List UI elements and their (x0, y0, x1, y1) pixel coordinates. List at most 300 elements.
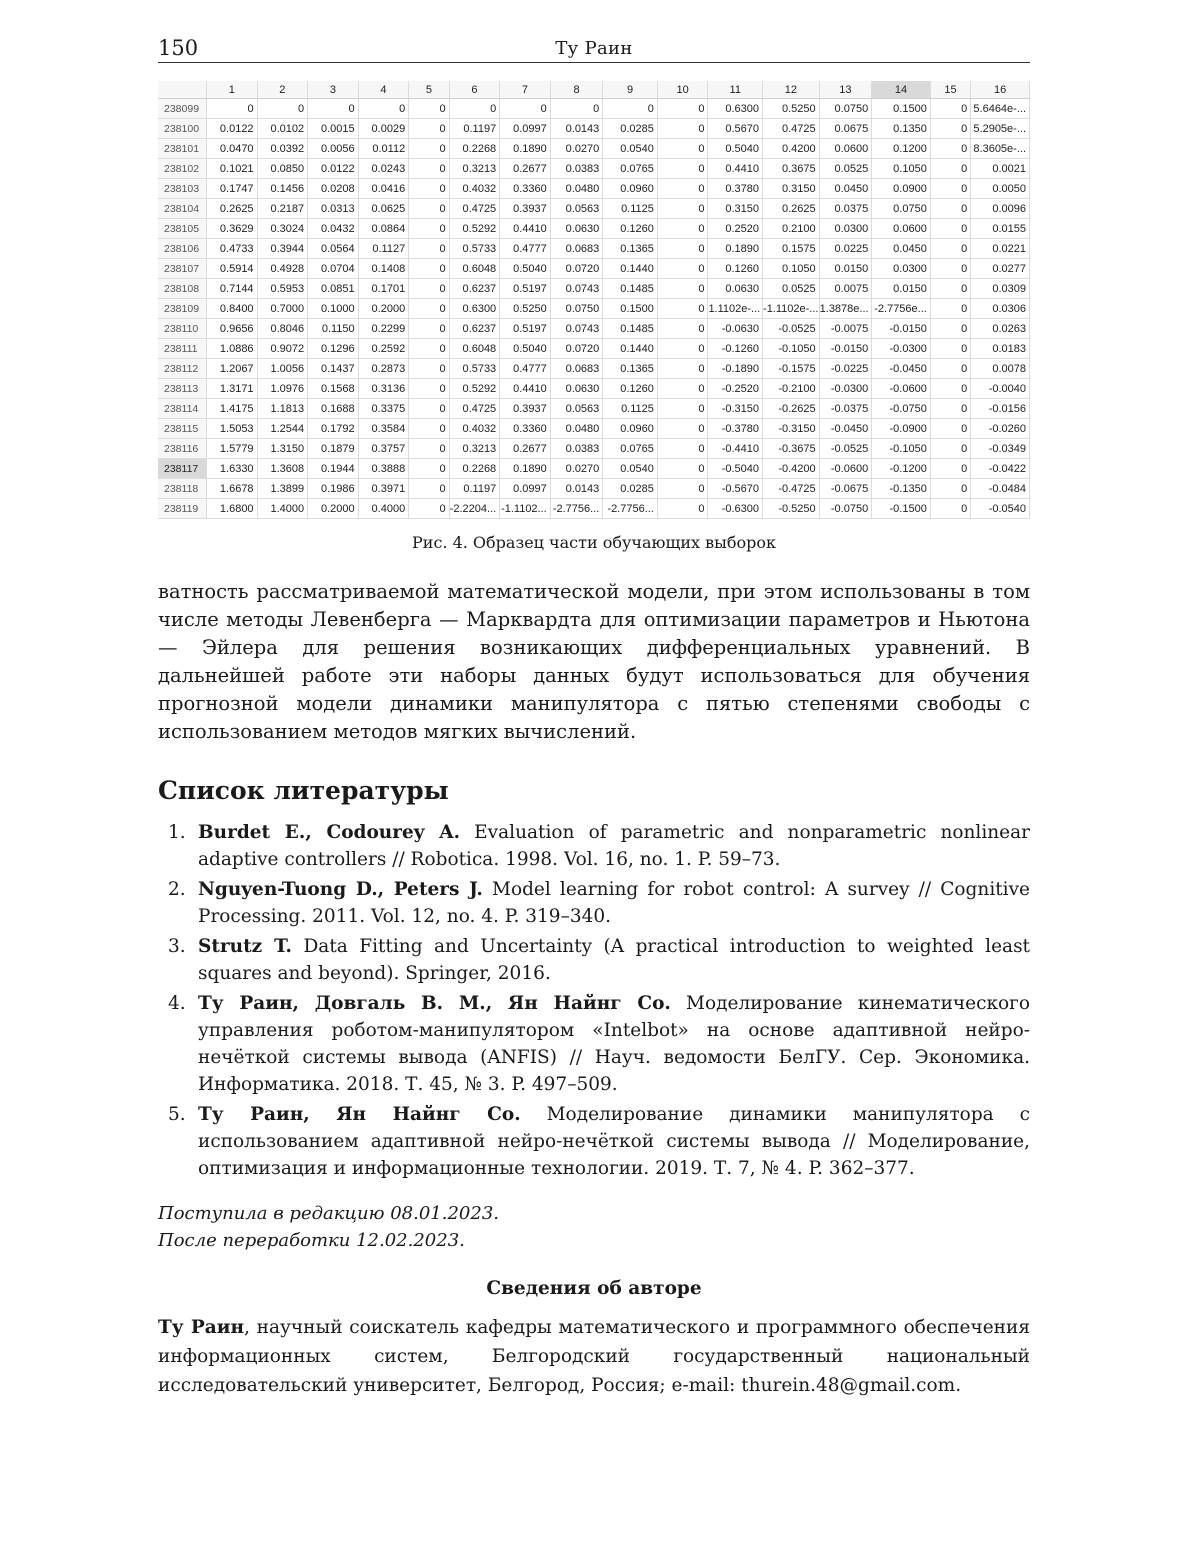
table-cell: 0.1485 (603, 319, 658, 339)
reference-item (158, 819, 1030, 873)
table-cell: 0.2625 (763, 199, 820, 219)
table-cell: -0.2100 (763, 379, 820, 399)
table-cell: 0.0450 (872, 239, 931, 259)
table-cell: 0.3675 (763, 159, 820, 179)
table-cell: 0.6237 (449, 279, 500, 299)
table-cell: 0.2677 (500, 159, 551, 179)
row-header: 238109 (158, 299, 207, 319)
table-cell: -0.1350 (872, 479, 931, 499)
table-cell: 0.1890 (500, 459, 551, 479)
table-cell: -2.7756e... (872, 299, 931, 319)
table-cell: 0.2000 (358, 299, 409, 319)
column-header: 10 (657, 81, 708, 99)
table-cell: -0.0484 (971, 479, 1030, 499)
column-header: 9 (603, 81, 658, 99)
table-row (158, 119, 1030, 139)
table-cell: 1.6330 (207, 459, 258, 479)
references-heading: Список литературы (158, 776, 449, 805)
table-cell: 0.1197 (449, 479, 500, 499)
table-cell: 0 (449, 99, 500, 119)
table-cell: -0.4725 (763, 479, 820, 499)
table-cell: 0 (657, 179, 708, 199)
table-cell: 0.0960 (603, 179, 658, 199)
table-cell: 0.1701 (358, 279, 409, 299)
table-cell: 0.0225 (819, 239, 872, 259)
body-paragraph: ватность рассматриваемой математической модели, при этом использованы в том числе методы Левенберга — Марквардта для оптимизации параметров и Ньютона — Эйлера для решения возникающих дифференциальных уравнений. В дальнейшей работе эти наборы данных будут использоваться для обучения прогнозной модели динамики манипулятора с пятью степенями свободы с использованием методов мягких вычислений. (158, 580, 1030, 743)
table-cell: 1.5779 (207, 439, 258, 459)
column-header: 1 (207, 81, 258, 99)
table-cell: -0.0150 (819, 339, 872, 359)
table-row (158, 279, 1030, 299)
table-cell: 0.0720 (550, 259, 603, 279)
table-cell: 0.1021 (207, 159, 258, 179)
table-cell: 0.0600 (819, 139, 872, 159)
table-row (158, 299, 1030, 319)
table-cell: 0.3150 (763, 179, 820, 199)
table-cell: 0.0851 (308, 279, 359, 299)
table-cell: 0.0155 (971, 219, 1030, 239)
table-cell: 0 (657, 399, 708, 419)
table-cell: 0.8046 (257, 319, 308, 339)
table-cell: 0 (930, 299, 970, 319)
reference-item (158, 876, 1030, 930)
table-cell: -0.0750 (819, 499, 872, 519)
table-cell: 0.0208 (308, 179, 359, 199)
table-cell: 0.3375 (358, 399, 409, 419)
table-cell: 0.1500 (872, 99, 931, 119)
table-cell: 0.1150 (308, 319, 359, 339)
table-cell: 0.0743 (550, 279, 603, 299)
table-cell: 0 (930, 399, 970, 419)
table-cell: 0 (930, 259, 970, 279)
table-cell: 0.0564 (308, 239, 359, 259)
table-cell: 0 (409, 119, 449, 139)
table-cell: 0.7000 (257, 299, 308, 319)
table-row (158, 339, 1030, 359)
table-cell: -0.5670 (708, 479, 763, 499)
table-cell: 0.5292 (449, 379, 500, 399)
table-cell: 0.4733 (207, 239, 258, 259)
table-cell: 0.0150 (872, 279, 931, 299)
table-cell: 0 (930, 179, 970, 199)
column-header: 8 (550, 81, 603, 99)
training-data-table (158, 81, 1030, 519)
table-cell: 0.0015 (308, 119, 359, 139)
table-cell: 0.3360 (500, 419, 551, 439)
table-cell: 0.0313 (308, 199, 359, 219)
table-cell: 0.3136 (358, 379, 409, 399)
table-cell: 0.5670 (708, 119, 763, 139)
table-cell: 0 (657, 239, 708, 259)
table-cell: 0.0750 (872, 199, 931, 219)
table-cell: -0.0900 (872, 419, 931, 439)
table-cell: 0.0900 (872, 179, 931, 199)
table-cell: 0.1437 (308, 359, 359, 379)
table-row (158, 259, 1030, 279)
table-cell: 0.1408 (358, 259, 409, 279)
table-cell: -2.2204... (449, 499, 500, 519)
table-cell: 0.1050 (872, 159, 931, 179)
table-cell: 0.1200 (872, 139, 931, 159)
table-cell: 0 (930, 199, 970, 219)
table-cell: 0 (409, 99, 449, 119)
table-cell: 0.1890 (708, 239, 763, 259)
table-cell: 0.0306 (971, 299, 1030, 319)
table-cell: -0.1500 (872, 499, 931, 519)
table-cell: 0.0480 (550, 179, 603, 199)
table-cell: 0.0630 (550, 379, 603, 399)
column-header: 6 (449, 81, 500, 99)
column-header: 7 (500, 81, 551, 99)
figure-caption: Рис. 4. Образец части обучающих выборок (412, 533, 776, 552)
table-cell: 0.0750 (819, 99, 872, 119)
table-cell: 0.8400 (207, 299, 258, 319)
table-cell: 0.4725 (763, 119, 820, 139)
table-cell: 0.0102 (257, 119, 308, 139)
table-cell: 0.1944 (308, 459, 359, 479)
table-row (158, 179, 1030, 199)
table-cell: 1.2067 (207, 359, 258, 379)
table-cell: 1.6678 (207, 479, 258, 499)
table-cell: 0.3937 (500, 399, 551, 419)
page-number: 150 (158, 36, 199, 60)
table-cell: 0.0525 (819, 159, 872, 179)
table-cell: 0.5292 (449, 219, 500, 239)
table-cell: 0.0563 (550, 199, 603, 219)
row-header: 238105 (158, 219, 207, 239)
table-cell: 1.4175 (207, 399, 258, 419)
figure-training-sample (158, 81, 1030, 552)
table-cell: -0.4200 (763, 459, 820, 479)
reference-item (158, 990, 1030, 1098)
table-cell: 1.3150 (257, 439, 308, 459)
table-cell: 0.0683 (550, 239, 603, 259)
table-cell: 0 (409, 499, 449, 519)
table-cell: 0.1440 (603, 339, 658, 359)
table-cell: 0.4410 (500, 219, 551, 239)
table-cell: 0.2592 (358, 339, 409, 359)
reference-text: Evaluation of parametric and nonparametric nonlinear adaptive controllers // Robotica. 1998. Vol. 16, no. 1. P. 59–73. (198, 822, 1030, 870)
row-header: 238114 (158, 399, 207, 419)
table-row (158, 499, 1030, 519)
reference-authors: Ту Раин, Довгаль В. М., Ян Найнг Со. (198, 993, 671, 1014)
table-cell: 0 (409, 319, 449, 339)
table-cell: 0.5733 (449, 359, 500, 379)
table-cell: 0.2677 (500, 439, 551, 459)
row-header: 238102 (158, 159, 207, 179)
table-cell: 0 (657, 119, 708, 139)
table-body (158, 99, 1030, 519)
table-cell: 0.5733 (449, 239, 500, 259)
table-cell: 0 (657, 499, 708, 519)
table-cell: 0 (657, 99, 708, 119)
row-header: 238100 (158, 119, 207, 139)
table-cell: 0.0630 (708, 279, 763, 299)
table-cell: 0.4725 (449, 199, 500, 219)
table-cell: 0 (409, 339, 449, 359)
table-cell: 0.0285 (603, 479, 658, 499)
table-cell: -0.3780 (708, 419, 763, 439)
table-row (158, 159, 1030, 179)
table-cell: -0.0540 (971, 499, 1030, 519)
table-cell: 0.0625 (358, 199, 409, 219)
table-cell: 0 (930, 319, 970, 339)
references-list (158, 819, 1030, 1182)
table-cell: 0.0630 (550, 219, 603, 239)
column-header: 2 (257, 81, 308, 99)
table-cell: 0.2625 (207, 199, 258, 219)
table-cell: 0.0309 (971, 279, 1030, 299)
table-cell: 0.0997 (500, 479, 551, 499)
table-cell: 0.2268 (449, 459, 500, 479)
table-cell: 0.5040 (500, 339, 551, 359)
table-cell: 0.0183 (971, 339, 1030, 359)
table-cell: 0.0021 (971, 159, 1030, 179)
table-cell: 1.0886 (207, 339, 258, 359)
table-cell: 0.1440 (603, 259, 658, 279)
table-cell: 0.0683 (550, 359, 603, 379)
table-row (158, 99, 1030, 119)
table-row (158, 199, 1030, 219)
reference-text: Моделирование динамики манипулятора с использованием адаптивной нейро-нечёткой системы вывода // Моделирование, оптимизация и информационные технологии. 2019. Т. 7, № 4. P. 362–377. (198, 1104, 1030, 1179)
table-cell: 8.3605e-... (971, 139, 1030, 159)
column-header: 11 (708, 81, 763, 99)
table-row (158, 399, 1030, 419)
table-cell: 1.0976 (257, 379, 308, 399)
table-cell: 0.1890 (500, 139, 551, 159)
table-cell: 0.0850 (257, 159, 308, 179)
table-row (158, 359, 1030, 379)
column-header: 4 (358, 81, 409, 99)
table-cell: 0.3757 (358, 439, 409, 459)
table-cell: 0 (930, 419, 970, 439)
table-cell: 0 (930, 139, 970, 159)
row-header: 238110 (158, 319, 207, 339)
table-cell: 0.0960 (603, 419, 658, 439)
table-cell: 0 (409, 279, 449, 299)
table-cell: 0 (409, 479, 449, 499)
table-cell: 0.0075 (819, 279, 872, 299)
table-cell: 0 (409, 459, 449, 479)
running-title: Ту Раин (555, 38, 633, 59)
table-cell: 0 (358, 99, 409, 119)
reference-number: 5. (168, 1104, 186, 1125)
table-row (158, 319, 1030, 339)
table-cell: 5.2905e-... (971, 119, 1030, 139)
table-cell: -0.0300 (819, 379, 872, 399)
table-cell: 0 (930, 479, 970, 499)
table-cell: 0.5040 (500, 259, 551, 279)
table-cell: 0 (657, 359, 708, 379)
reference-number: 4. (168, 993, 186, 1014)
table-cell: 0 (657, 259, 708, 279)
table-cell: 0.9072 (257, 339, 308, 359)
table-cell: -0.5250 (763, 499, 820, 519)
table-cell: 0.1260 (603, 219, 658, 239)
received-date: Поступила в редакцию 08.01.2023. (158, 1203, 499, 1224)
table-cell: 0 (657, 459, 708, 479)
revised-date: После переработки 12.02.2023. (158, 1230, 465, 1251)
table-cell: 0.2268 (449, 139, 500, 159)
table-cell: 0.0416 (358, 179, 409, 199)
table-cell: 0 (657, 439, 708, 459)
table-cell: 0 (409, 239, 449, 259)
table-cell: 0 (409, 179, 449, 199)
table-cell: 0.0750 (550, 299, 603, 319)
row-header: 238113 (158, 379, 207, 399)
table-cell: 0.4725 (449, 399, 500, 419)
table-cell: 0 (257, 99, 308, 119)
column-header: 13 (819, 81, 872, 99)
row-header: 238115 (158, 419, 207, 439)
table-cell: 0.5914 (207, 259, 258, 279)
row-header: 238117 (158, 459, 207, 479)
table-cell: -0.0375 (819, 399, 872, 419)
table-cell: 0.0270 (550, 459, 603, 479)
table-cell: 0 (550, 99, 603, 119)
table-cell: -0.1260 (708, 339, 763, 359)
table-cell: 0.0540 (603, 139, 658, 159)
table-cell: -0.0260 (971, 419, 1030, 439)
table-cell: 0.1127 (358, 239, 409, 259)
table-cell: -0.1050 (872, 439, 931, 459)
table-cell: 0.2187 (257, 199, 308, 219)
table-cell: 0.0056 (308, 139, 359, 159)
reference-item (158, 933, 1030, 987)
table-cell: -0.0600 (872, 379, 931, 399)
table-cell: 0 (409, 159, 449, 179)
table-cell: -0.6300 (708, 499, 763, 519)
table-cell: 0.1500 (603, 299, 658, 319)
table-cell: 0.0050 (971, 179, 1030, 199)
table-cell: 0.0277 (971, 259, 1030, 279)
table-cell: 0.1260 (708, 259, 763, 279)
table-cell: 0.0143 (550, 119, 603, 139)
table-cell: 0.1197 (449, 119, 500, 139)
row-header: 238106 (158, 239, 207, 259)
table-cell: 0 (207, 99, 258, 119)
table-cell: 0.0112 (358, 139, 409, 159)
table-cell: 0.1350 (872, 119, 931, 139)
table-cell: 0 (409, 399, 449, 419)
table-cell: -0.5040 (708, 459, 763, 479)
table-cell: 1.0056 (257, 359, 308, 379)
table-cell: 0 (930, 359, 970, 379)
table-cell: -0.2520 (708, 379, 763, 399)
table-cell: 0 (930, 279, 970, 299)
submission-dates (158, 1200, 1030, 1254)
table-cell: 0 (657, 279, 708, 299)
reference-authors: Ту Раин, Ян Найнг Со. (198, 1104, 521, 1125)
table-cell: 0.1485 (603, 279, 658, 299)
table-cell: -0.1050 (763, 339, 820, 359)
table-cell: 1.3899 (257, 479, 308, 499)
table-cell: 0.9656 (207, 319, 258, 339)
table-cell: 1.3878e... (819, 299, 872, 319)
row-header: 238119 (158, 499, 207, 519)
table-row (158, 219, 1030, 239)
table-cell: -0.0422 (971, 459, 1030, 479)
reference-authors: Strutz T. (198, 936, 292, 957)
table-cell: 0.1296 (308, 339, 359, 359)
table-cell: 0.1792 (308, 419, 359, 439)
row-header: 238111 (158, 339, 207, 359)
table-cell: 0.3024 (257, 219, 308, 239)
table-cell: 0.5197 (500, 319, 551, 339)
table-cell: -0.0630 (708, 319, 763, 339)
table-cell: 1.4000 (257, 499, 308, 519)
table-cell: 0.1456 (257, 179, 308, 199)
table-cell: 0.0765 (603, 439, 658, 459)
table-cell: 1.3608 (257, 459, 308, 479)
table-cell: 0.1568 (308, 379, 359, 399)
table-cell: 0.5250 (500, 299, 551, 319)
table-cell: 5.6464e-... (971, 99, 1030, 119)
table-cell: 0.3937 (500, 199, 551, 219)
table-cell: 0 (657, 339, 708, 359)
column-header: 16 (971, 81, 1030, 99)
column-header: 3 (308, 81, 359, 99)
table-cell: 0 (930, 439, 970, 459)
table-cell: 1.1813 (257, 399, 308, 419)
table-cell: -0.0525 (819, 439, 872, 459)
table-cell: 0 (657, 379, 708, 399)
table-cell: 0.1879 (308, 439, 359, 459)
table-row (158, 479, 1030, 499)
table-cell: 0.1986 (308, 479, 359, 499)
table-cell: 1.3171 (207, 379, 258, 399)
table-cell: -0.0225 (819, 359, 872, 379)
table-cell: 0.0096 (971, 199, 1030, 219)
table-cell: 0 (930, 499, 970, 519)
row-header: 238103 (158, 179, 207, 199)
table-cell: 0.0704 (308, 259, 359, 279)
table-cell: 0.1260 (603, 379, 658, 399)
table-cell: 0 (930, 219, 970, 239)
table-cell: 0 (930, 459, 970, 479)
table-cell: 0 (657, 319, 708, 339)
table-cell: 1.2544 (257, 419, 308, 439)
table-cell: 0.0375 (819, 199, 872, 219)
table-cell: 0 (409, 299, 449, 319)
table-cell: 0.5953 (257, 279, 308, 299)
table-cell: -0.0675 (819, 479, 872, 499)
table-cell: -0.1890 (708, 359, 763, 379)
author-info-heading: Сведения об авторе (486, 1278, 702, 1299)
row-header: 238116 (158, 439, 207, 459)
table-cell: 0.0270 (550, 139, 603, 159)
table-cell: 0.1125 (603, 399, 658, 419)
table-cell: 0.0997 (500, 119, 551, 139)
table-cell: 0.0285 (603, 119, 658, 139)
table-cell: 0.6300 (708, 99, 763, 119)
table-cell: 0 (409, 379, 449, 399)
table-cell: 0.0143 (550, 479, 603, 499)
table-cell: -0.0450 (872, 359, 931, 379)
table-cell: 0.0300 (819, 219, 872, 239)
table-cell: -1.1102... (500, 499, 551, 519)
author-info (158, 1313, 1030, 1400)
reference-number: 1. (168, 822, 186, 843)
reference-authors: Burdet E., Codourey A. (198, 822, 461, 843)
table-cell: 1.1102e-... (708, 299, 763, 319)
table-cell: 0 (308, 99, 359, 119)
table-cell: 0.3213 (449, 439, 500, 459)
table-cell: 0 (930, 339, 970, 359)
table-cell: 1.5053 (207, 419, 258, 439)
table-cell: 0.6048 (449, 339, 500, 359)
table-cell: 0.1125 (603, 199, 658, 219)
